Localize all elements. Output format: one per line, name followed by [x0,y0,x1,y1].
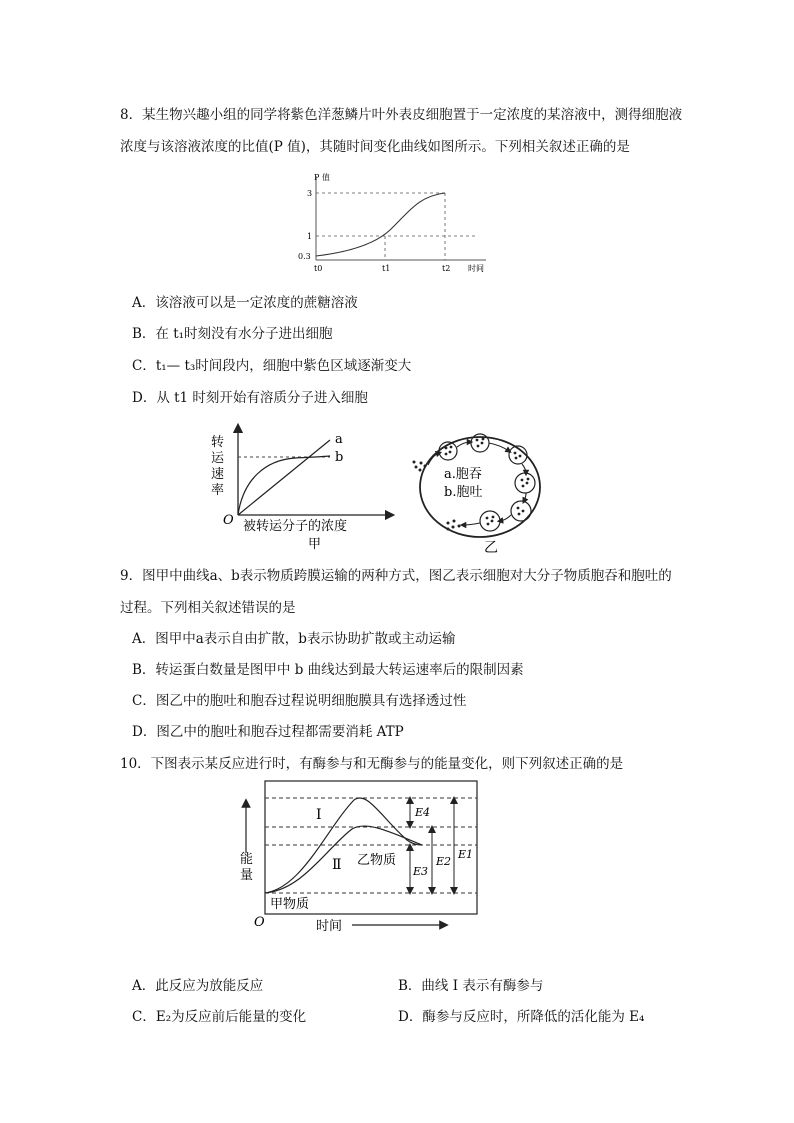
option-letter: B． [398,978,422,994]
option-text: 该溶液可以是一定浓度的蔗糖溶液 [155,295,358,311]
q9-option-d[interactable] [132,720,404,740]
q9-y-label-2: 运 [211,451,225,466]
q10-y-label-1: 能 [240,852,254,867]
q10-curve-2-label: Ⅱ [332,857,342,873]
option-letter: B． [132,662,156,678]
option-letter: A． [132,295,156,311]
option-letter: C． [132,1009,156,1025]
q9-origin: O [223,513,234,528]
q10-e2-label: E2 [436,855,452,868]
q8-x-tick-t2: t2 [442,264,451,273]
q10-reactant-label: 甲物质 [270,897,310,912]
q8-stem-line1: 8．某生物兴趣小组的同学将紫色洋葱鳞片叶外表皮细胞置于一定浓度的某溶液中，测得细胞液 [120,107,683,123]
q10-x-axis-label: 时间 [316,919,343,934]
q8-figure-p-value-curve [290,168,500,278]
q10-e3-label: E3 [413,865,429,878]
q9-figure-jia [205,420,400,555]
q9-y-label-4: 率 [211,483,225,498]
q10-e4-label: E4 [415,806,431,819]
q10-option-b[interactable] [398,974,543,994]
q9-stem-line1: 9．图甲中曲线a、b表示物质跨膜运输的两种方式，图乙表示细胞对大分子物质胞吞和胞吐的 [120,568,672,584]
option-letter: D． [398,1009,423,1025]
option-text: 图乙中的胞吐和胞吞过程说明细胞膜具有选择透过性 [155,693,467,709]
option-letter: B． [132,326,156,342]
option-text: t₁— t₃时间段内，细胞中紫色区域逐渐变大 [155,358,412,374]
q9-caption-jia: 甲 [308,537,322,552]
option-text: 曲线 I 表示有酶参与 [421,978,544,994]
q8-y-tick-0-3: 0.3 [298,252,311,261]
q10-option-c[interactable] [132,1005,306,1025]
q9-stem-line2: 过程。下列相关叙述错误的是 [120,600,296,616]
q8-option-d[interactable] [132,386,368,406]
q9-label-endocytosis: a.胞吞 [444,467,482,482]
q9-label-exocytosis: b.胞吐 [444,485,483,500]
q10-figure-energy [232,778,492,938]
option-letter: C． [132,358,156,374]
q8-x-tick-t1: t1 [382,264,391,273]
option-text: 图乙中的胞吐和胞吞过程都需要消耗 ATP [156,724,404,740]
q10-option-a[interactable] [132,974,263,994]
q10-e1-label: E1 [458,848,474,861]
q10-origin: O [254,915,265,930]
option-letter: A． [132,978,156,994]
option-text: 从 t1 时刻开始有溶质分子进入细胞 [156,390,368,406]
q9-y-label-3: 速 [211,467,225,482]
q9-option-c[interactable] [132,689,466,709]
q9-option-b[interactable] [132,658,524,678]
q10-stem: 10．下图表示某反应进行时，有酶参与和无酶参与的能量变化，则下列叙述正确的是 [120,756,624,772]
option-letter: A． [132,631,156,647]
q8-option-a[interactable] [132,291,358,311]
q10-option-d[interactable] [398,1005,644,1025]
q9-option-a[interactable] [132,627,455,647]
q8-y-tick-1: 1 [307,232,313,241]
option-text: 酶参与反应时，所降低的活化能为 E₄ [422,1009,645,1025]
q9-y-label-1: 转 [211,435,225,450]
q9-x-axis-label: 被转运分子的浓度 [243,519,348,534]
q9-curve-b-label: b [335,450,344,465]
option-text: 转运蛋白数量是图甲中 b 曲线达到最大转运速率后的限制因素 [155,662,524,678]
option-letter: D． [132,724,157,740]
option-letter: D． [132,390,157,406]
option-letter: C． [132,693,156,709]
option-text: 在 t₁时刻没有水分子进出细胞 [155,326,333,342]
q9-caption-yi: 乙 [484,540,498,556]
q10-curve-1-label: Ⅰ [316,807,322,823]
q8-option-c[interactable] [132,354,411,374]
q10-y-label-2: 量 [240,868,254,883]
q9-figure-yi [408,425,558,560]
option-text: 此反应为放能反应 [155,978,264,994]
q8-option-b[interactable] [132,322,333,342]
option-text: 图甲中a表示自由扩散，b表示协助扩散或主动运输 [155,631,456,647]
q8-y-axis-label: P 值 [314,173,330,182]
q8-x-tick-t0: t0 [314,264,323,273]
q8-stem-line2: 浓度与该溶液浓度的比值(P 值)，其随时间变化曲线如图所示。下列相关叙述正确的是 [120,139,630,155]
q8-x-axis-label: 时间 [468,264,484,273]
q9-curve-a-label: a [335,432,343,447]
q8-y-tick-3: 3 [307,189,313,198]
q10-product-label: 乙物质 [357,853,397,868]
option-text: E₂为反应前后能量的变化 [155,1009,307,1025]
